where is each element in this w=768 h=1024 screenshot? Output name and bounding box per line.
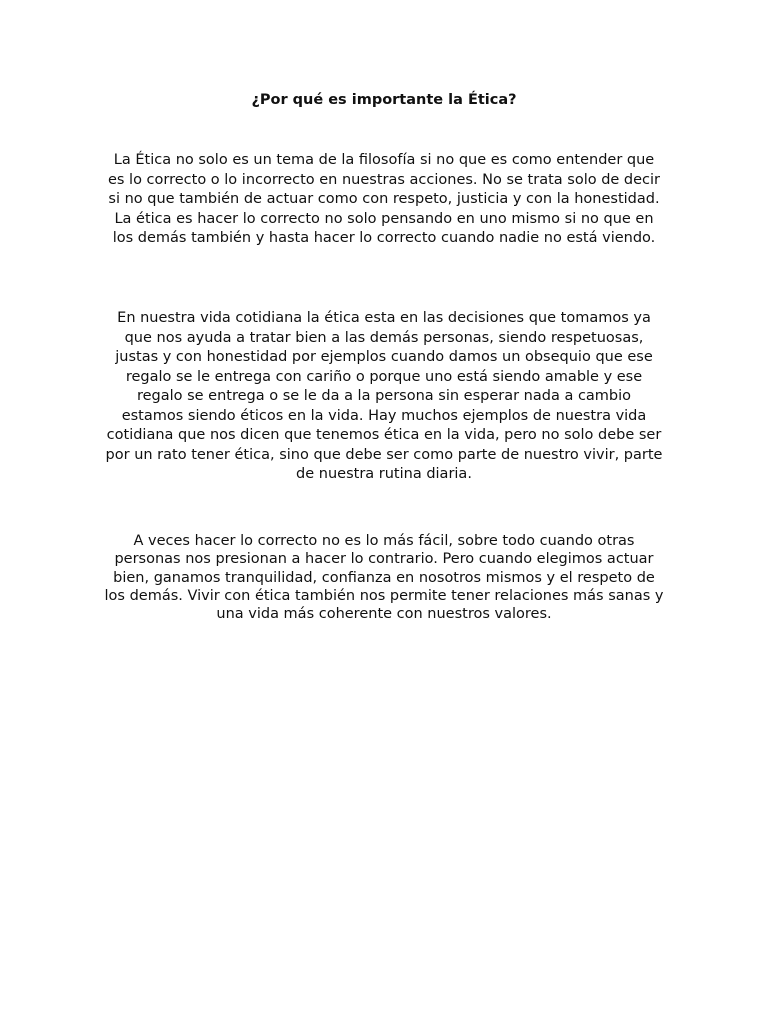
paragraph-3: A veces hacer lo correcto no es lo más fácil, sobre todo cuando otras personas nos presionan a hacer lo contrario. Pero cuando elegimos actuar bien, ganamos tranquilidad, confianza en nosotros mismos y el respeto de los demás. Vivir con ética también nos permite tener relaciones más sanas y una vida más coherente con nuestros valores. bbox=[104, 533, 664, 623]
paragraph-2: En nuestra vida cotidiana la ética esta en las decisiones que tomamos ya que nos ayuda a tratar bien a las demás personas, siendo respetuosas, justas y con honestidad por ejemplos cuando damos un obsequio que ese regalo se le entrega con cariño o porque uno está siendo amable y ese regalo se entrega o se le da a la persona sin esperar nada a cambio estamos siendo éticos en la vida. Hay muchos ejemplos de nuestra vida cotidiana que nos dicen que tenemos ética en la vida, pero no solo debe ser por un rato tener ética, sino que debe ser como parte de nuestro vivir, parte de nuestra rutina diaria. bbox=[105, 310, 663, 482]
paragraph-1: La Ética no solo es un tema de la filosofía si no que es como entender que es lo correcto o lo incorrecto en nuestras acciones. No se trata solo de decir si no que también de actuar como con respeto, justicia y con la honestidad. La ética es hacer lo correcto no solo pensando en uno mismo si no que en los demás también y hasta hacer lo correcto cuando nadie no está viendo. bbox=[107, 152, 661, 246]
document-title: ¿Por qué es importante la Ética? bbox=[251, 92, 517, 108]
